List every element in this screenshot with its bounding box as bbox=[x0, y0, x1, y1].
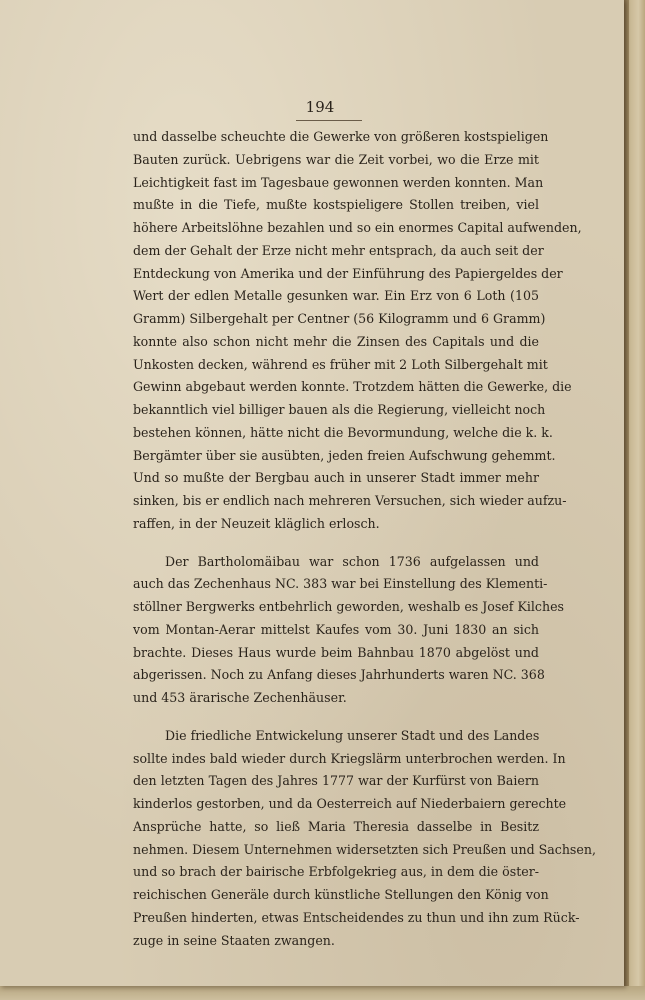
text-line: Bergämter über sie ausübten, jeden freien Aufschwung gehemmt. bbox=[133, 447, 556, 463]
paragraph-mining-decline bbox=[133, 126, 582, 536]
text-line: Leichtigkeit fast im Tagesbaue gewonnen werden konnten. Man bbox=[133, 174, 544, 190]
page-number: 194 bbox=[305, 98, 335, 116]
page-bottom-edge bbox=[0, 986, 645, 1000]
text-line: Ansprüche hatte, so ließ Maria Theresia dasselbe in Besitz bbox=[133, 818, 539, 834]
paragraph-bartholomaeibau bbox=[133, 551, 564, 710]
text-line: mußte in die Tiefe, mußte kostspieligere Stollen treiben, viel bbox=[133, 197, 539, 213]
text-line: auch das Zechenhaus NC. 383 war bei Einstellung des Klementi- bbox=[133, 576, 548, 592]
text-line: brachte. Dieses Haus wurde beim Bahnbau 1870 abgelöst und bbox=[133, 644, 539, 660]
text-line: und so brach der bairische Erbfolgekrieg aus, in dem die öster- bbox=[133, 864, 539, 880]
text-line: stöllner Bergwerks entbehrlich geworden, weshalb es Josef Kilches bbox=[133, 599, 564, 614]
text-line: nehmen. Diesem Unternehmen widersetzten sich Preußen und Sachsen, bbox=[133, 841, 596, 857]
page-number-rule bbox=[296, 120, 362, 121]
text-line: Die friedliche Entwickelung unserer Stadt und des Landes bbox=[165, 727, 540, 743]
text-line: konnte also schon nicht mehr die Zinsen des Capitals und die bbox=[133, 333, 539, 349]
text-line: bestehen können, hätte nicht die Bevormundung, welche die k. k. bbox=[133, 424, 553, 440]
text-line: und 453 ärarische Zechenhäuser. bbox=[133, 690, 347, 705]
text-line: und dasselbe scheuchte die Gewerke von größeren kostspieligen bbox=[133, 129, 549, 144]
text-line: höhere Arbeitslöhne bezahlen und so ein enormes Capital aufwenden, bbox=[133, 220, 582, 235]
text-line: kinderlos gestorben, und da Oesterreich auf Niederbaiern gerechte bbox=[133, 796, 567, 811]
text-line: zuge in seine Staaten zwangen. bbox=[133, 932, 335, 948]
text-line: Der Bartholomäibau war schon 1736 aufgelassen und bbox=[165, 553, 539, 569]
paragraph-erbfolgekrieg bbox=[133, 725, 596, 953]
text-line: Unkosten decken, während es früher mit 2 Loth Silbergehalt mit bbox=[133, 356, 548, 372]
text-line: Gewinn abgebaut werden konnte. Trotzdem hätten die Gewerke, die bbox=[133, 379, 572, 395]
text-line: Und so mußte der Bergbau auch in unserer Stadt immer mehr bbox=[133, 470, 539, 486]
text-line: Wert der edlen Metalle gesunken war. Ein Erz von 6 Loth (105 bbox=[133, 288, 539, 304]
text-line: raffen, in der Neuzeit kläglich erlosch. bbox=[133, 515, 380, 531]
text-line: Gramm) Silbergehalt per Centner (56 Kilogramm und 6 Gramm) bbox=[133, 311, 546, 326]
text-line: abgerissen. Noch zu Anfang dieses Jahrhunderts waren NC. 368 bbox=[133, 667, 545, 683]
text-line: Preußen hinderten, etwas Entscheidendes zu thun und ihn zum Rück- bbox=[133, 909, 580, 925]
text-line: dem der Gehalt der Erze nicht mehr entsprach, da auch seit der bbox=[133, 242, 544, 258]
text-line: sollte indes bald wieder durch Kriegslärm unterbrochen werden. In bbox=[133, 750, 566, 766]
text-line: bekanntlich viel billiger bauen als die Regierung, vielleicht noch bbox=[133, 402, 546, 417]
text-line: den letzten Tagen des Jahres 1777 war der Kurfürst von Baiern bbox=[133, 773, 539, 789]
text-line: sinken, bis er endlich nach mehreren Versuchen, sich wieder aufzu- bbox=[133, 493, 567, 508]
text-line: Entdeckung von Amerika und der Einführung des Papiergeldes der bbox=[133, 265, 563, 281]
text-line: Bauten zurück. Uebrigens war die Zeit vorbei, wo die Erze mit bbox=[133, 151, 539, 167]
text-line: vom Montan-Aerar mittelst Kaufes vom 30. Juni 1830 an sich bbox=[133, 621, 539, 637]
text-line: reichischen Generäle durch künstliche Stellungen den König von bbox=[133, 887, 549, 902]
body-text bbox=[133, 126, 596, 952]
